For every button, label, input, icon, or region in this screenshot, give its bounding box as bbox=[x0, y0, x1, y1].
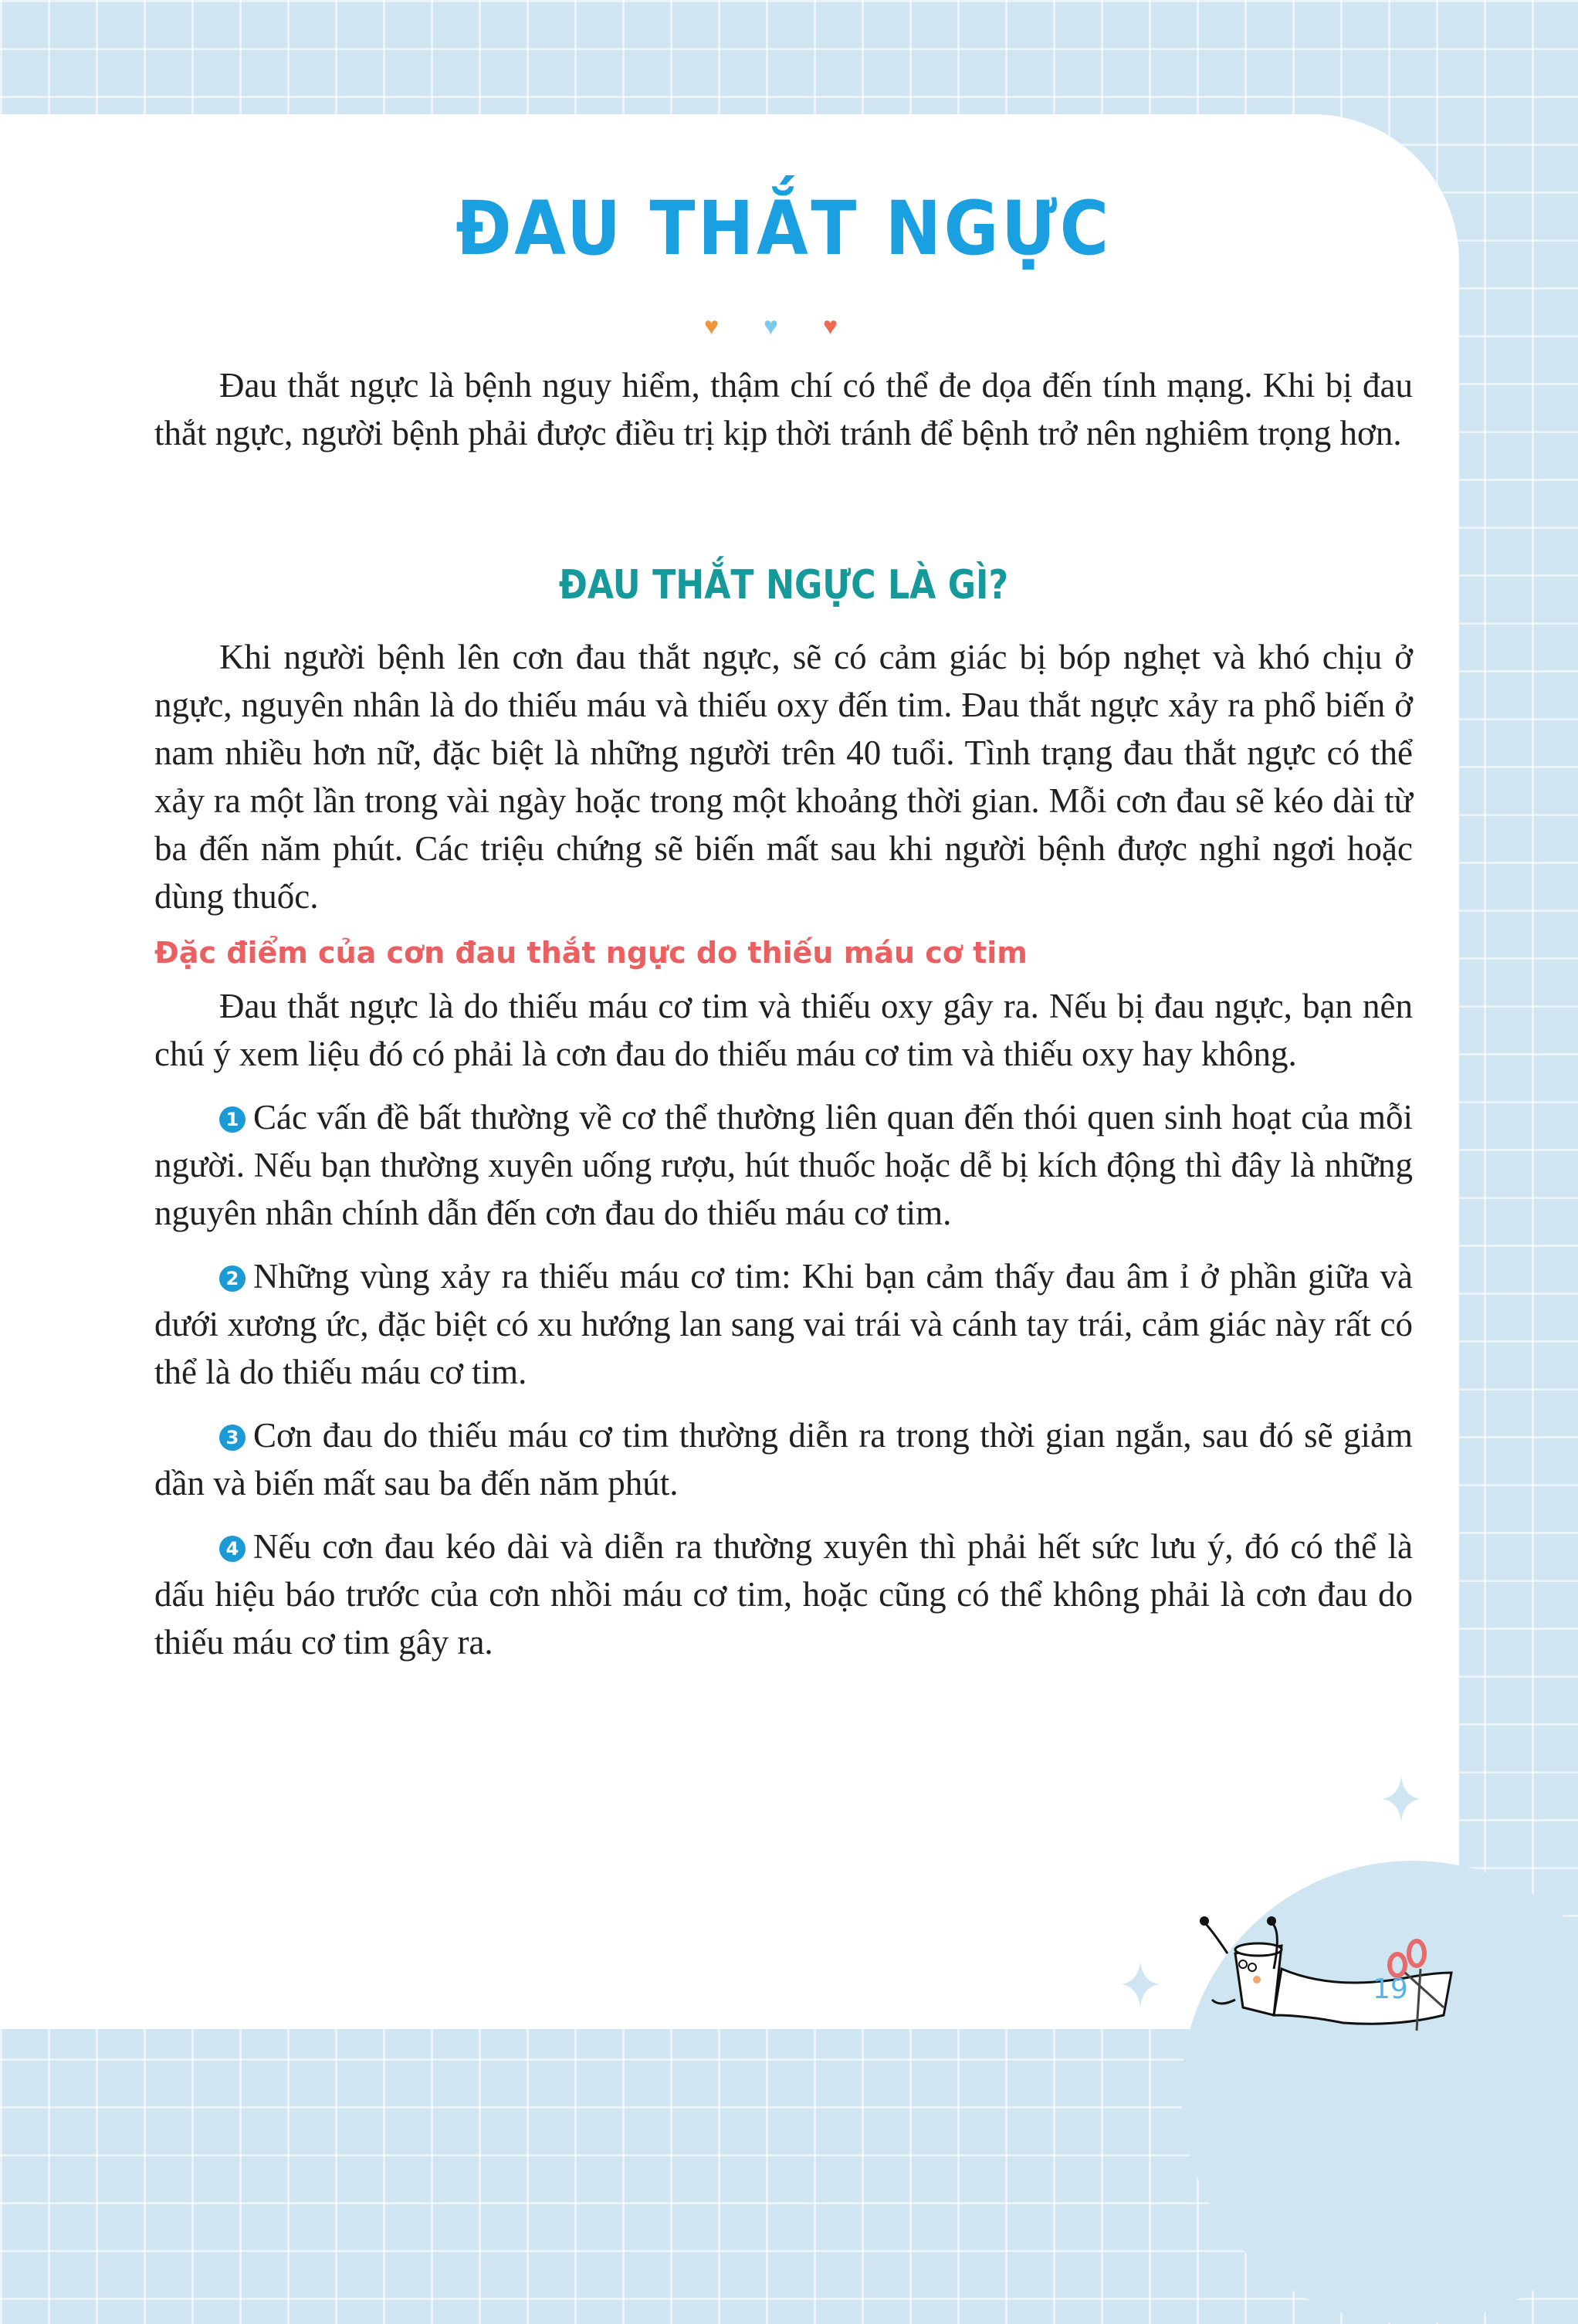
number-badge: 1 bbox=[219, 1106, 246, 1133]
section-paragraph: Khi người bệnh lên cơn đau thắt ngực, sẽ có cảm giác bị bóp nghẹt và khó chịu ở ngực, nguyên nhân là do thiếu máu và thiếu oxy đến tim. Đau thắt ngực xảy ra phổ biến ở nam nhiều hơn nữ, đặc biệt là những người trên 40 tuổi. Tình trạng đau thắt ngực có thể xảy ra một lần trong vài ngày hoặc trong một khoảng thời gian. Mỗi cơn đau sẽ kéo dài từ ba đến năm phút. Các triệu chứng sẽ biến mất sau khi người bệnh được nghỉ ngơi hoặc dùng thuốc. bbox=[154, 638, 1413, 916]
heart-icon: ♥ bbox=[823, 312, 838, 340]
list-item-text: Nếu cơn đau kéo dài và diễn ra thường xuyên thì phải hết sức lưu ý, đó có thể là dấu hiệu báo trước của cơn nhồi máu cơ tim, hoặc cũng có thể không phải là cơn đau do thiếu máu cơ tim gây ra. bbox=[154, 1527, 1413, 1662]
list-item-text: Cơn đau do thiếu máu cơ tim thường diễn ra trong thời gian ngắn, sau đó sẽ giảm dần và biến mất sau ba đến năm phút. bbox=[154, 1416, 1413, 1502]
list-item bbox=[154, 1252, 1413, 1396]
list-item bbox=[154, 1523, 1413, 1666]
body-block bbox=[154, 633, 1413, 1666]
number-badge: 2 bbox=[219, 1265, 246, 1292]
page-title: ĐAU THẮT NGỰC bbox=[455, 185, 1112, 272]
heart-icon: ♥ bbox=[704, 312, 719, 340]
page-number: 19 bbox=[1373, 1973, 1408, 2005]
list-item-text: Các vấn đề bất thường về cơ thể thường liên quan đến thói quen sinh hoạt của mỗi người. Nếu bạn thường xuyên uống rượu, hút thuốc hoặc dễ bị kích động thì đây là những nguyên nhân chính dẫn đến cơn đau do thiếu máu cơ tim. bbox=[154, 1098, 1413, 1232]
intro-paragraph: Đau thắt ngực là bệnh nguy hiểm, thậm chí có thể đe dọa đến tính mạng. Khi bị đau thắt ngực, người bệnh phải được điều trị kịp thời tránh để bệnh trở nên nghiêm trọng hơn. bbox=[154, 366, 1413, 452]
number-badge: 3 bbox=[219, 1425, 246, 1451]
list-item bbox=[154, 1093, 1413, 1237]
heart-icon: ♥ bbox=[764, 312, 778, 340]
hearts-divider bbox=[704, 312, 838, 340]
subsection-paragraph: Đau thắt ngực là do thiếu máu cơ tim và thiếu oxy gây ra. Nếu bị đau ngực, bạn nên chú ý xem liệu đó có phải là cơn đau do thiếu máu cơ tim và thiếu oxy hay không. bbox=[154, 987, 1413, 1073]
intro-block bbox=[154, 361, 1413, 457]
number-badge: 4 bbox=[219, 1536, 246, 1562]
sparkle-icon bbox=[1382, 1776, 1421, 1822]
sparkle-icon bbox=[1121, 1961, 1160, 2007]
list-item bbox=[154, 1411, 1413, 1507]
list-item-text: Những vùng xảy ra thiếu máu cơ tim: Khi bạn cảm thấy đau âm ỉ ở phần giữa và dưới xương ức, đặc biệt có xu hướng lan sang vai trái và cánh tay trái, cảm giác này rất có thể là do thiếu máu cơ tim. bbox=[154, 1257, 1413, 1391]
subsection-heading: Đặc điểm của cơn đau thắt ngực do thiếu máu cơ tim bbox=[154, 936, 1028, 970]
bandage-roll-mascot-illustration bbox=[1166, 1899, 1498, 2054]
section-heading: ĐAU THẮT NGỰC LÀ GÌ? bbox=[558, 562, 1009, 608]
